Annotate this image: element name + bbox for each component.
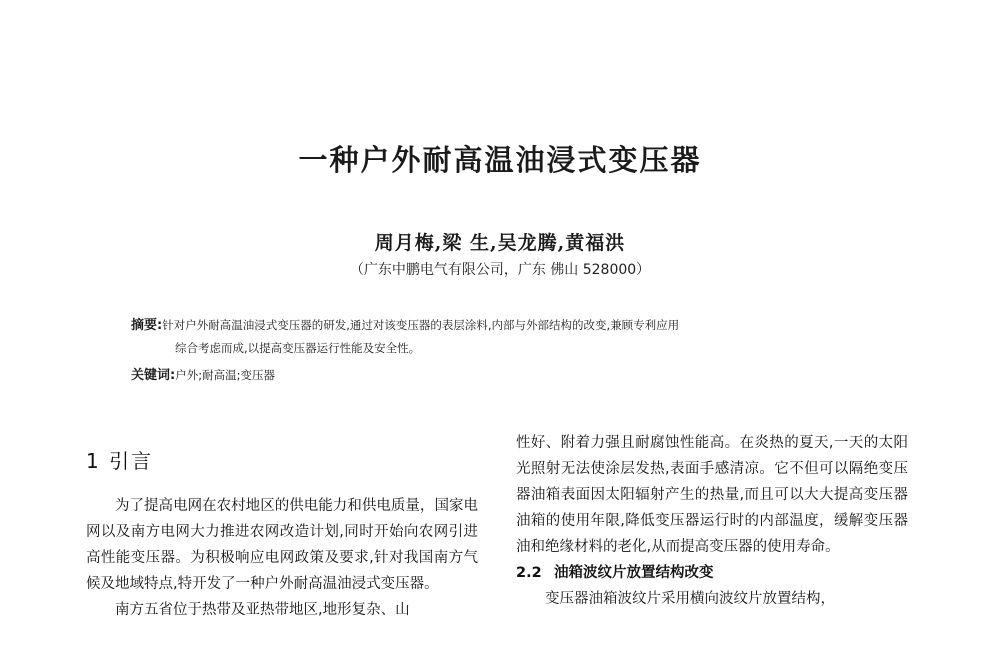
paper-title: 一种户外耐高温油浸式变压器 (298, 143, 702, 177)
right-column (516, 430, 908, 612)
abstract-line-1 (131, 314, 891, 337)
continued-paragraph: 性好、附着力强且耐腐蚀性能高。在炎热的夏天,一天的太阳光照射无法使涂层发热,表面手感清凉。它不但可以隔绝变压器油箱表面因太阳辐射产生的热量,而且可以大大提高变压器油箱的使用年限,降低变压器运行时的内部温度，缓解变压器油和绝缘材料的老化,从而提高变压器的使用寿命。 (516, 435, 908, 555)
section-title: 油箱波纹片放置结构改变 (554, 565, 714, 581)
affiliation: （广东中鹏电气有限公司，广东 佛山 528000） (349, 262, 651, 278)
abstract-text-1: 针对户外耐高温油浸式变压器的研发,通过对该变压器的表层涂料,内部与外部结构的改变,兼顾专利应用 (162, 318, 680, 332)
keywords-label: 关键词: (131, 368, 176, 383)
intro-paragraph-2: 南方五省位于热带及亚热带地区,地形复杂、山 (115, 602, 410, 618)
section-heading-introduction: 1 引言 (86, 449, 154, 473)
authors: 周月梅,梁 生,吴龙腾,黄福洪 (374, 232, 626, 254)
section-2-2-paragraph: 变压器油箱波纹片采用横向波纹片放置结构， (545, 591, 835, 607)
abstract-text-2: 综合考虑而成,以提高变压器运行性能及安全性。 (175, 341, 421, 355)
left-column (86, 428, 478, 623)
section-number: 2.2 (516, 565, 542, 581)
keywords (131, 364, 275, 383)
intro-paragraph: 为了提高电网在农村地区的供电能力和供电质量，国家电网以及南方电网大力推进农网改造计划,同时开始向农网引进高性能变压器。为积极响应电网政策及要求,针对我国南方气候及地域特点,特开发了一种户外耐高温油浸式变压器。 (86, 498, 478, 592)
keywords-text: 户外;耐高温;变压器 (175, 368, 275, 382)
section-heading-2-2 (516, 560, 908, 586)
abstract-label: 摘要: (131, 318, 163, 333)
abstract (131, 314, 891, 359)
